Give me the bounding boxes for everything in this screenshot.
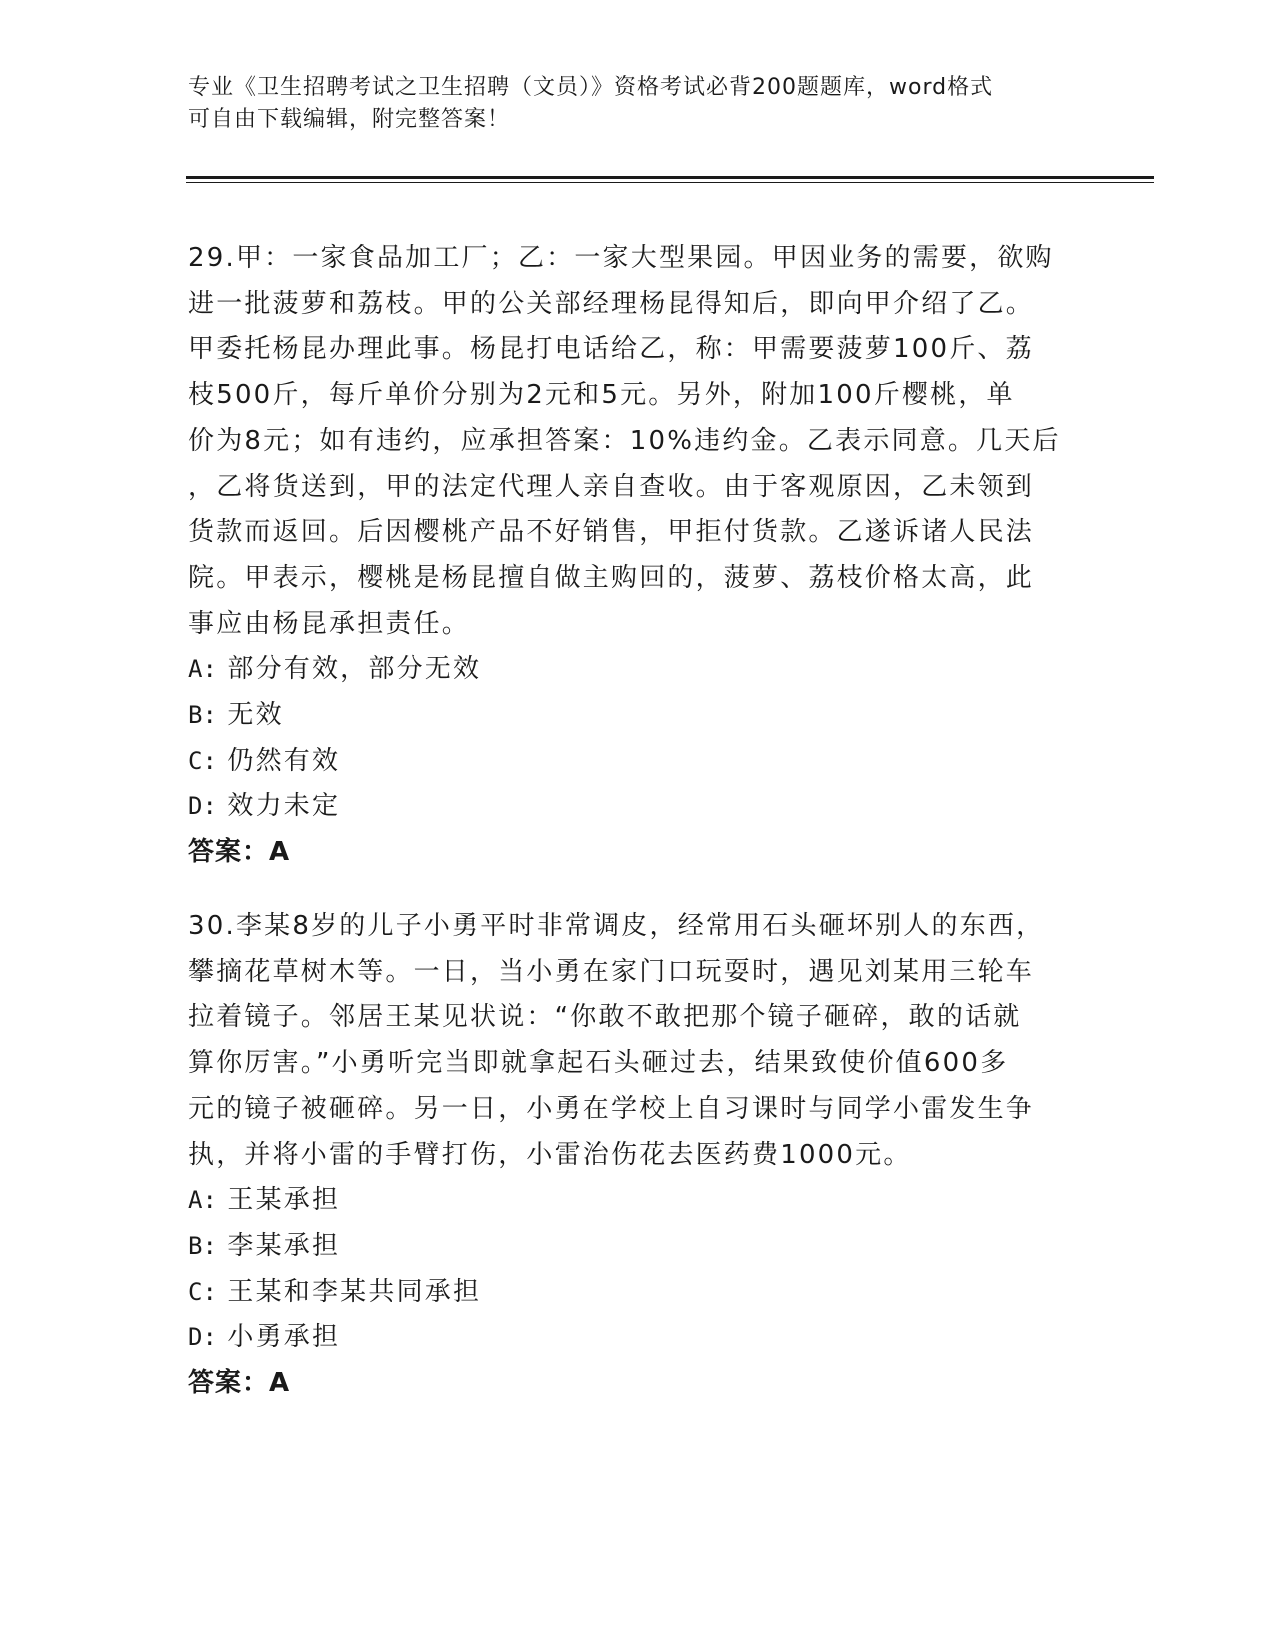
option-key: A:: [188, 1186, 217, 1215]
option-text: 无效: [227, 700, 284, 731]
header-line-1: 专业《卫生招聘考试之卫生招聘（文员）》资格考试必背200题题库，word格式: [188, 75, 994, 100]
header-rule-thin: [186, 182, 1154, 183]
option-text: 王某和李某共同承担: [227, 1276, 482, 1307]
stem-line: 29.甲：一家食品加工厂；乙：一家大型果园。甲因业务的需要，欲购: [188, 243, 1054, 273]
stem-line: 执，并将小雷的手臂打伤，小雷治伤花去医药费1000元。: [188, 1139, 912, 1170]
stem-line: 30.李某8岁的儿子小勇平时非常调皮，经常用石头砸坏别人的东西，: [188, 911, 1045, 941]
stem-line: 攀摘花草树木等。一日，当小勇在家门口玩耍时，遇见刘某用三轮车: [188, 956, 1035, 987]
option-a: [188, 1178, 1068, 1224]
option-text: 仍然有效: [227, 745, 341, 776]
option-text: 王某承担: [227, 1185, 341, 1216]
option-key: A:: [188, 655, 217, 684]
stem-line: 拉着镜子。邻居王某见状说：“你敢不敢把那个镜子砸碎，敢的话就: [188, 1002, 1022, 1033]
option-key: B:: [188, 1231, 217, 1260]
stem-line: 元的镜子被砸碎。另一日，小勇在学校上自习课时与同学小雷发生争: [188, 1093, 1035, 1124]
stem-line: 事应由杨昆承担责任。: [188, 608, 471, 639]
option-b: [188, 693, 1068, 739]
option-text: 李某承担: [227, 1230, 341, 1261]
question-stem: [188, 236, 1068, 647]
option-text: 效力未定: [227, 791, 341, 822]
stem-line: 价为8元；如有违约，应承担答案：10%违约金。乙表示同意。几天后: [188, 425, 1061, 456]
option-key: B:: [188, 701, 217, 730]
option-key: D:: [188, 792, 217, 821]
stem-line: 枝500斤，每斤单价分别为2元和5元。另外，附加100斤樱桃，单: [188, 380, 1015, 411]
option-b: [188, 1224, 1068, 1270]
option-key: C:: [188, 746, 217, 775]
header-line-2: 可自由下载编辑，附完整答案！: [188, 107, 511, 132]
option-key: D:: [188, 1323, 217, 1352]
answer-label: 答案：A: [188, 1368, 291, 1399]
option-key: C:: [188, 1277, 217, 1306]
stem-line: ，乙将货送到，甲的法定代理人亲自查收。由于客观原因，乙未领到: [188, 471, 1035, 502]
stem-line: 货款而返回。后因樱桃产品不好销售，甲拒付货款。乙遂诉诸人民法: [188, 517, 1035, 548]
document-header: [188, 72, 1068, 136]
stem-line: 进一批菠萝和荔枝。甲的公关部经理杨昆得知后，即向甲介绍了乙。: [188, 288, 1035, 319]
option-d: [188, 1315, 1068, 1361]
stem-line: 院。甲表示，樱桃是杨昆擅自做主购回的，菠萝、荔枝价格太高，此: [188, 562, 1035, 593]
stem-line: 算你厉害。”小勇听完当即就拿起石头砸过去，结果致使价值600多: [188, 1048, 1009, 1079]
option-d: [188, 784, 1068, 830]
question-stem: [188, 904, 1068, 1178]
header-rule-thick: [186, 176, 1154, 179]
question-30: [188, 904, 1068, 1407]
option-c: [188, 739, 1068, 785]
option-a: [188, 647, 1068, 693]
option-text: 部分有效，部分无效: [227, 654, 482, 685]
option-c: [188, 1270, 1068, 1316]
stem-line: 甲委托杨昆办理此事。杨昆打电话给乙，称：甲需要菠萝100斤、荔: [188, 334, 1034, 365]
option-text: 小勇承担: [227, 1322, 341, 1353]
answer-label: 答案：A: [188, 837, 291, 868]
question-29: [188, 236, 1068, 876]
